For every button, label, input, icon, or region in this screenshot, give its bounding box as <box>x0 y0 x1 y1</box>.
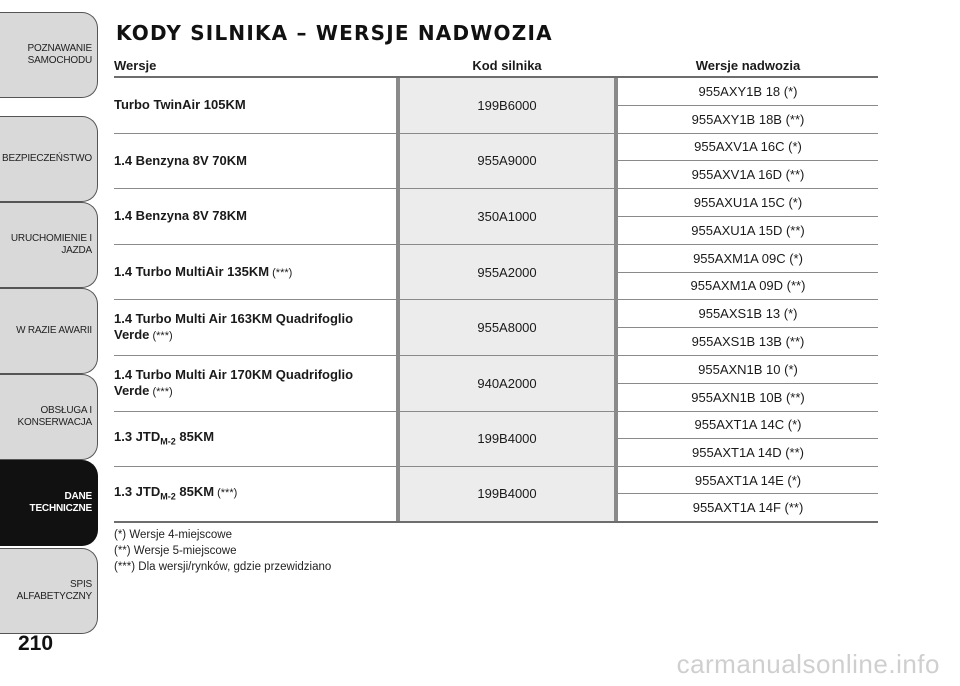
body-versions-cell <box>618 245 878 300</box>
chapter-tab[interactable]: SPIS ALFABETYCZNY <box>0 548 98 634</box>
version-cell <box>114 356 396 411</box>
engine-code-cell: 955A2000 <box>396 245 618 300</box>
body-version: 955AXV1A 16C (*) <box>618 134 878 162</box>
engine-code-cell: 199B6000 <box>396 78 618 133</box>
header-version: Wersje <box>114 58 157 73</box>
body-version: 955AXY1B 18B (**) <box>691 111 805 127</box>
chapter-tab[interactable]: DANE TECHNICZNE <box>0 460 98 546</box>
watermark: carmanualsonline.info <box>676 649 940 679</box>
version-cell <box>114 189 396 244</box>
engine-code-cell: 350A1000 <box>396 189 618 244</box>
version-note: (***) <box>214 486 238 499</box>
body-version: 955AXN1B 10B (**) <box>691 389 805 405</box>
version-cell <box>114 78 396 133</box>
version-note: (***) <box>149 330 173 343</box>
body-versions-cell <box>618 189 878 244</box>
table-row <box>114 78 878 134</box>
body-versions-cell <box>618 134 878 189</box>
body-versions-cell <box>618 300 878 355</box>
version-text: 1.4 Turbo Multi Air 163KM Quadrifoglio Verde <box>114 311 354 343</box>
version-text: M-2 <box>160 491 176 502</box>
page-title: KODY SILNIKA – WERSJE NADWOZIA <box>116 21 553 45</box>
footnote: (***) Dla wersji/rynków, gdzie przewidziano <box>114 561 332 573</box>
body-versions-cell <box>618 356 878 411</box>
body-versions-cell <box>618 78 878 133</box>
version-cell <box>114 467 396 521</box>
body-version: 955AXM1A 09C (*) <box>618 245 878 273</box>
engine-code-cell: 199B4000 <box>396 467 618 521</box>
body-version: 955AXU1A 15C (*) <box>618 189 878 217</box>
header-engine-code: Kod silnika <box>472 58 542 73</box>
table-row <box>114 356 878 412</box>
chapter-tab[interactable]: POZNAWANIE SAMOCHODU <box>0 12 98 98</box>
engine-code-cell: 955A8000 <box>396 300 618 355</box>
version-text: 1.4 Turbo Multi Air 170KM Quadrifoglio Verde <box>114 366 354 398</box>
footnote: (*) Wersje 4-miejscowe <box>114 529 233 541</box>
body-version: 955AXN1B 10 (*) <box>618 356 878 384</box>
page-number: 210 <box>18 632 54 655</box>
version-note: (***) <box>269 266 293 279</box>
body-versions-cell <box>618 412 878 467</box>
version-text: 1.4 Benzyna 8V 78KM <box>114 208 247 224</box>
version-cell <box>114 300 396 355</box>
table-body <box>114 78 878 523</box>
engine-codes-table <box>114 56 878 523</box>
version-text: 1.4 Turbo MultiAir 135KM <box>114 263 270 279</box>
table-row <box>114 300 878 356</box>
table-row <box>114 467 878 523</box>
body-version: 955AXT1A 14F (**) <box>692 500 804 516</box>
engine-code-cell: 940A2000 <box>396 356 618 411</box>
version-text: M-2 <box>160 436 176 447</box>
body-version: 955AXS1B 13 (*) <box>618 300 878 328</box>
version-text: 1.3 JTD <box>114 483 161 499</box>
body-versions-cell <box>618 467 878 521</box>
chapter-tab[interactable]: URUCHOMIENIE I JAZDA <box>0 202 98 288</box>
table-row <box>114 412 878 468</box>
version-cell <box>114 412 396 467</box>
engine-code-cell: 199B4000 <box>396 412 618 467</box>
table-row <box>114 245 878 301</box>
body-version: 955AXY1B 18 (*) <box>618 78 878 106</box>
version-note: (***) <box>149 385 173 398</box>
version-cell <box>114 134 396 189</box>
version-cell <box>114 245 396 300</box>
body-version: 955AXT1A 14C (*) <box>618 412 878 440</box>
body-version: 955AXV1A 16D (**) <box>691 167 805 183</box>
footnotes <box>114 527 331 575</box>
body-version: 955AXM1A 09D (**) <box>690 278 806 294</box>
table-row <box>114 189 878 245</box>
body-version: 955AXT1A 14D (**) <box>691 445 804 461</box>
chapter-tab[interactable]: W RAZIE AWARII <box>0 288 98 374</box>
body-version: 955AXU1A 15D (**) <box>691 222 805 238</box>
table-row <box>114 134 878 190</box>
body-version: 955AXT1A 14E (*) <box>618 467 878 494</box>
engine-code-cell: 955A9000 <box>396 134 618 189</box>
chapter-tab[interactable]: BEZPIECZEŃSTWO <box>0 116 98 202</box>
version-text: 85KM <box>175 483 215 499</box>
chapter-tabs <box>0 0 100 686</box>
footnote: (**) Wersje 5-miejscowe <box>114 545 237 557</box>
body-version: 955AXS1B 13B (**) <box>691 334 805 350</box>
header-body-version: Wersje nadwozia <box>695 58 801 73</box>
version-text: 85KM <box>175 428 215 444</box>
version-text: Turbo TwinAir 105KM <box>114 97 246 113</box>
chapter-tab[interactable]: OBSŁUGA I KONSERWACJA <box>0 374 98 460</box>
table-header <box>114 56 878 78</box>
version-text: 1.3 JTD <box>114 428 161 444</box>
version-text: 1.4 Benzyna 8V 70KM <box>114 152 247 168</box>
